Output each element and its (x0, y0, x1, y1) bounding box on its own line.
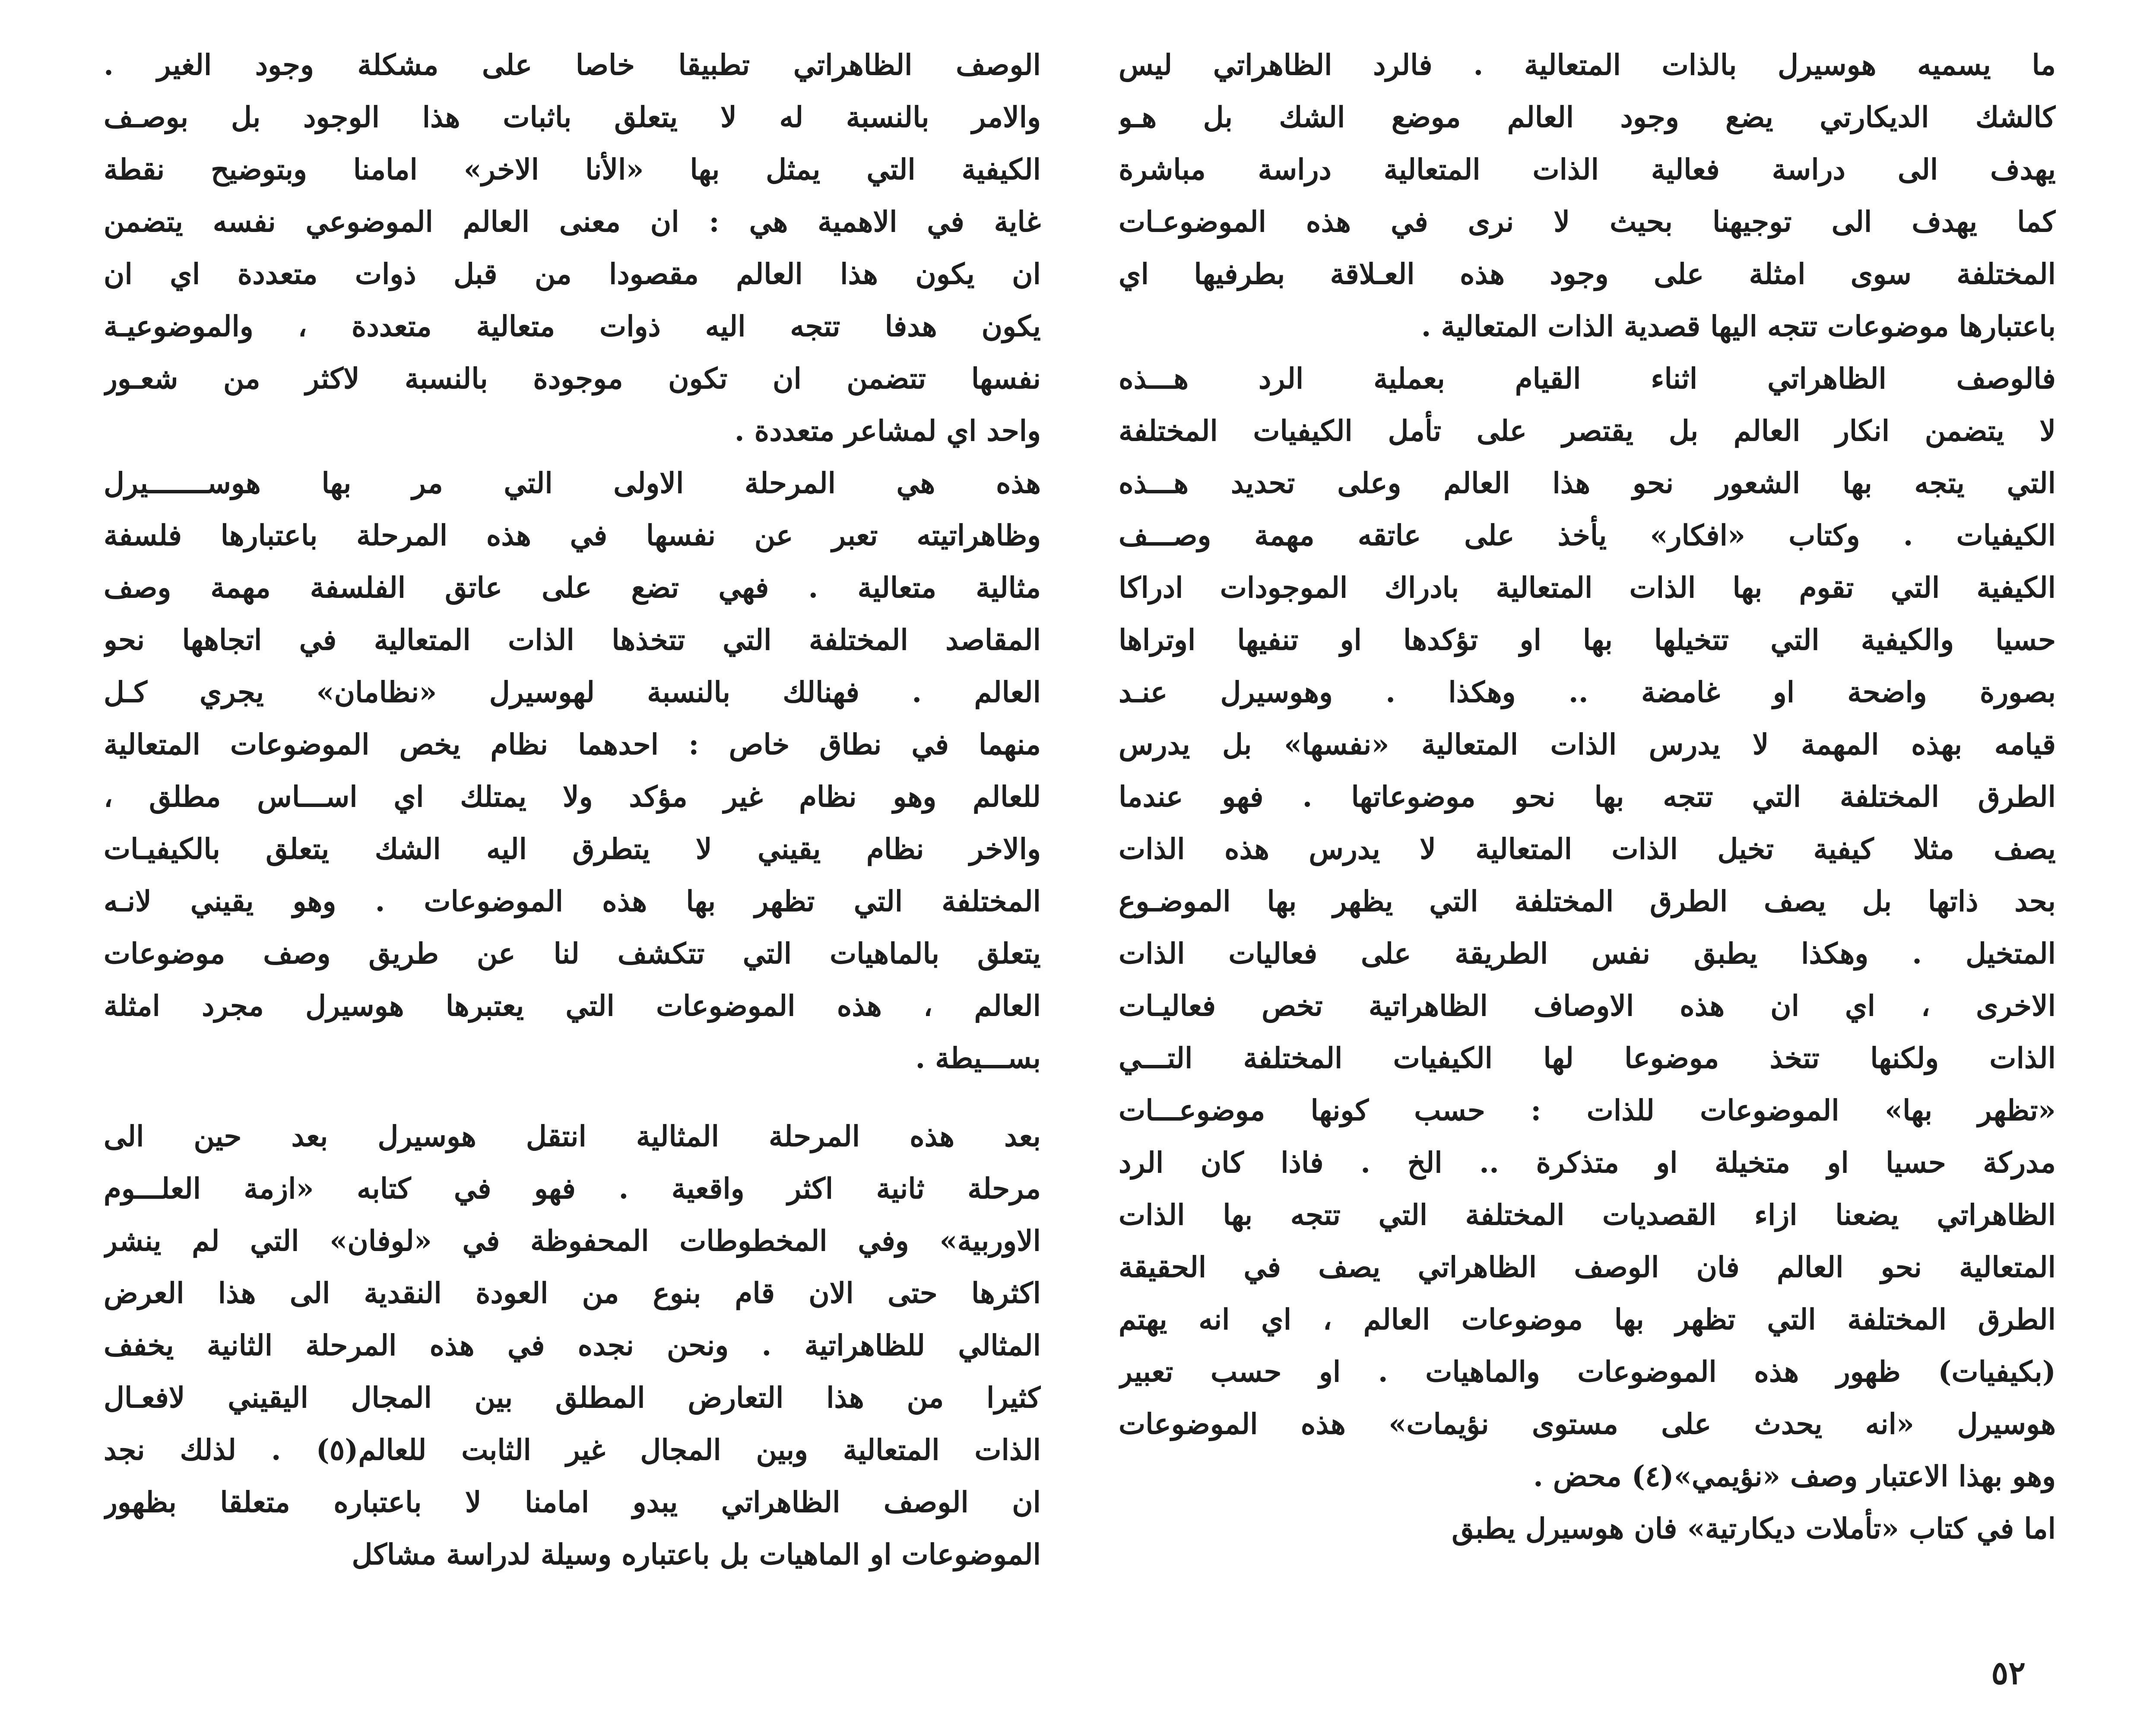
text-line: الظاهراتي يضعنا ازاء القصديات المختلفة التي تتجه بها الذات (1119, 1198, 2056, 1232)
text-line: ما يسميه هوسيرل بالذات المتعالية . فالرد الظاهراتي ليس (1119, 48, 2056, 82)
paragraph (104, 39, 1041, 457)
text-line: الاوربية» وفي المخطوطات المحفوظة في «لوفان» التي لم ينشر (104, 1224, 1041, 1258)
text-line: العالم ، هذه الموضوعات التي يعتبرها هوسيرل مجرد امثلة (104, 989, 1041, 1023)
text-line: منهما في نطاق خاص : احدهما نظام يخص الموضوعات المتعالية (104, 727, 1041, 761)
text-line: كالشك الديكارتي يضع وجود العالم موضع الشك بل هـو (1119, 100, 2056, 134)
text-line: بحد ذاتها بل يصف الطرق المختلفة التي يظهر بها الموضـوع (1119, 884, 2056, 918)
text-line: فالوصف الظاهراتي اثناء القيام بعملية الرد هـــذه (1119, 362, 2056, 395)
text-line: «تظهر بها» الموضوعات للذات : حسب كونها موضوعـــات (1119, 1093, 2056, 1127)
text-line: يتعلق بالماهيات التي تتكشف لنا عن طريق وصف موضوعات (104, 937, 1041, 970)
text-line: بعد هذه المرحلة المثالية انتقل هوسيرل بعد حين الى (104, 1119, 1041, 1153)
right-column (1119, 39, 2056, 1555)
text-line: وهو بهذا الاعتبار وصف «نؤيمي»(٤) محض . (1533, 1459, 2056, 1493)
paragraph-gap (104, 1084, 1041, 1110)
text-line: هوسيرل «انه يحدث على مستوى نؤيمات» هذه الموضوعات (1119, 1407, 2056, 1441)
text-line: الذات ولكنها تتخذ موضوعا لها الكيفيات المختلفة التـــي (1119, 1041, 2056, 1075)
text-line: مثالية متعالية . فهي تضع على عاتق الفلسفة مهمة وصف (104, 571, 1041, 604)
text-line: بصورة واضحة او غامضة .. وهكذا . وهوسيرل عنـد (1119, 675, 2056, 709)
text-line: الطرق المختلفة التي تتجه بها نحو موضوعاتها . فهو عندما (1119, 780, 2056, 813)
text-line: واحد اي لمشاعر متعددة . (734, 414, 1041, 448)
text-line: الموضوعات او الماهيات بل باعتباره وسيلة لدراسة مشاكل (352, 1537, 1041, 1571)
page-number: ٥٢ (1991, 1655, 2026, 1692)
text-line: الكيفيات . وكتاب «افكار» يأخذ على عاتقه مهمة وصـــف (1119, 518, 2056, 552)
text-line: التي يتجه بها الشعور نحو هذا العالم وعلى تحديد هـــذه (1119, 466, 2056, 500)
text-line: يكون هدفا تتجه اليه ذوات متعالية متعددة ، والموضوعيـة (104, 309, 1041, 343)
text-line: الكيفية التي تقوم بها الذات المتعالية بادراك الموجودات ادراكا (1119, 571, 2056, 604)
text-line: الطرق المختلفة التي تظهر بها موضوعات العالم ، اي انه يهتم (1119, 1302, 2056, 1336)
paragraph (104, 1110, 1041, 1581)
left-column (104, 39, 1041, 1581)
text-line: ان الوصف الظاهراتي يبدو امامنا لا باعتباره متعلقا بظهور (104, 1485, 1041, 1519)
text-line: اما في كتاب «تأملات ديكارتية» فان هوسيرل يطبق (1452, 1512, 2056, 1545)
text-line: مرحلة ثانية اكثر واقعية . فهو في كتابه «ازمة العلـــوم (104, 1172, 1041, 1205)
text-line: حسيا والكيفية التي تتخيلها بها او تؤكدها او تنفيها اوتراها (1119, 623, 2056, 657)
text-line: المختلفة التي تظهر بها هذه الموضوعات . وهو يقيني لانـه (104, 884, 1041, 918)
text-line: (بكيفيات) ظهور هذه الموضوعات والماهيات . او حسب تعبير (1119, 1355, 2056, 1388)
text-line: يصف مثلا كيفية تخيل الذات المتعالية لا يدرس هذه الذات (1119, 832, 2056, 866)
text-line: مدركة حسيا او متخيلة او متذكرة .. الخ . فاذا كان الرد (1119, 1146, 2056, 1179)
text-line: الذات المتعالية وبين المجال غير الثابت للعالم(٥) . لذلك نجد (104, 1433, 1041, 1467)
paragraph (1119, 39, 2056, 353)
text-line: الوصف الظاهراتي تطبيقا خاصا على مشكلة وجود الغير . (104, 48, 1041, 82)
text-line: اكثرها حتى الان قام بنوع من العودة النقدية الى هذا العرض (104, 1276, 1041, 1310)
text-line: كما يهدف الى توجيهنا بحيث لا نرى في هذه الموضوعـات (1119, 205, 2056, 238)
text-line: بســـيطة . (915, 1041, 1041, 1075)
text-line: هذه هي المرحلة الاولى التي مر بها هوســـــــيرل (104, 466, 1041, 500)
text-line: والاخر نظام يقيني لا يتطرق اليه الشك يتعلق بالكيفيـات (104, 832, 1041, 866)
paragraph (1119, 353, 2056, 1502)
text-line: الكيفية التي يمثل بها «الأنا الاخر» امامنا وبتوضيح نقطة (104, 152, 1041, 186)
text-line: باعتبارها موضوعات تتجه اليها قصدية الذات المتعالية . (1421, 309, 2056, 343)
paragraph (104, 457, 1041, 1084)
text-line: المتخيل . وهكذا يطبق نفس الطريقة على فعاليات الذات (1119, 937, 2056, 970)
text-line: للعالم وهو نظام غير مؤكد ولا يمتلك اي اســـاس مطلق ، (104, 780, 1041, 813)
paragraph (1119, 1502, 2056, 1555)
text-line: غاية في الاهمية هي : ان معنى العالم الموضوعي نفسه يتضمن (104, 205, 1041, 238)
text-line: ان يكون هذا العالم مقصودا من قبل ذوات متعددة اي ان (104, 257, 1041, 291)
text-line: وظاهراتيته تعبر عن نفسها في هذه المرحلة باعتبارها فلسفة (104, 518, 1041, 552)
text-line: الاخرى ، اي ان هذه الاوصاف الظاهراتية تخص فعاليـات (1119, 989, 2056, 1023)
text-line: المتعالية نحو العالم فان الوصف الظاهراتي يصف في الحقيقة (1119, 1250, 2056, 1284)
text-line: كثيرا من هذا التعارض المطلق بين المجال اليقيني لافعـال (104, 1381, 1041, 1414)
text-line: المقاصد المختلفة التي تتخذها الذات المتعالية في اتجاهها نحو (104, 623, 1041, 657)
text-line: والامر بالنسبة له لا يتعلق باثبات هذا الوجود بل بوصـف (104, 100, 1041, 134)
text-line: يهدف الى دراسة فعالية الذات المتعالية دراسة مباشرة (1119, 152, 2056, 186)
text-line: المختلفة سوى امثلة على وجود هذه العـلاقة بطرفيها اي (1119, 257, 2056, 291)
text-line: العالم . فهنالك بالنسبة لهوسيرل «نظامان» يجري كـل (104, 675, 1041, 709)
text-line: نفسها تتضمن ان تكون موجودة بالنسبة لاكثر من شعـور (104, 362, 1041, 395)
text-line: قيامه بهذه المهمة لا يدرس الذات المتعالية «نفسها» بل يدرس (1119, 727, 2056, 761)
text-line: المثالي للظاهراتية . ونحن نجده في هذه المرحلة الثانية يخفف (104, 1328, 1041, 1362)
text-line: لا يتضمن انكار العالم بل يقتصر على تأمل الكيفيات المختلفة (1119, 414, 2056, 448)
